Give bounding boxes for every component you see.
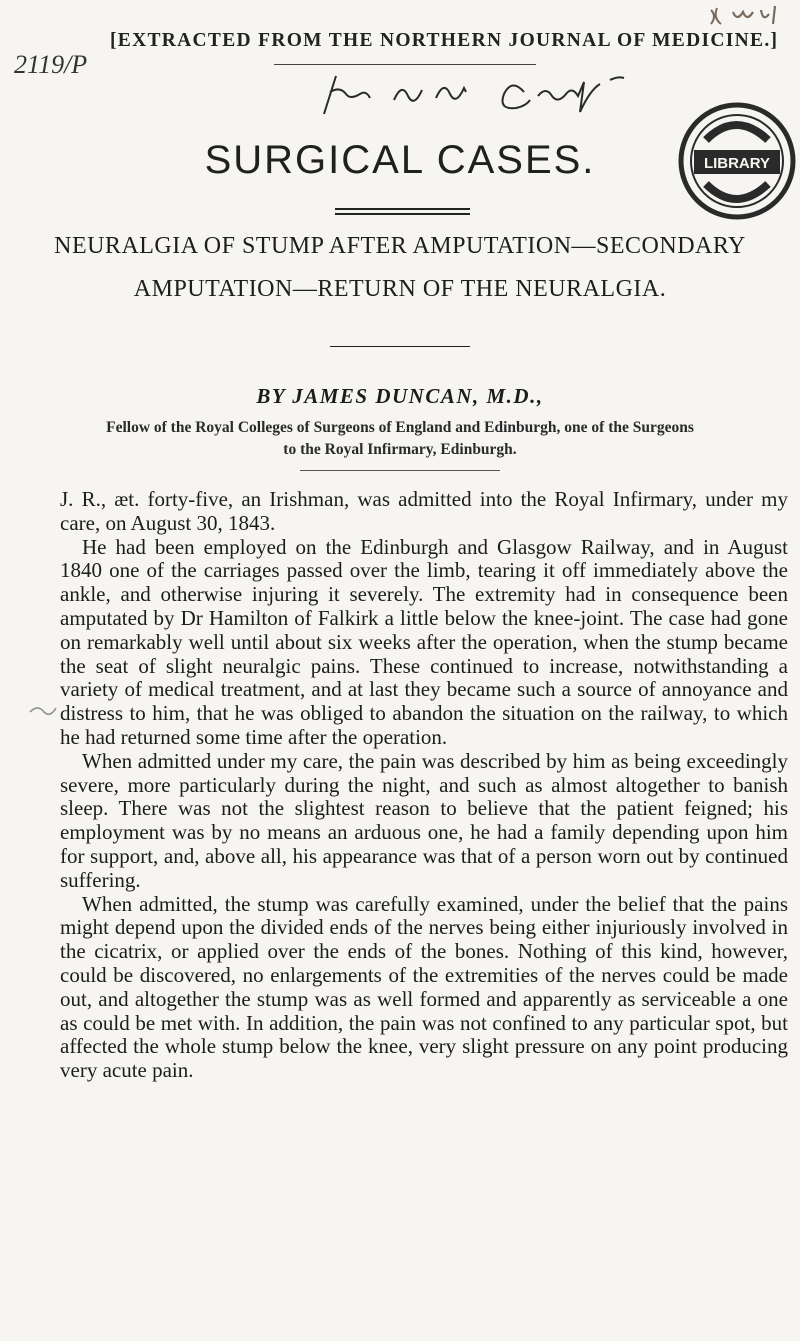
paragraph: When admitted, the stump was carefully examined, under the belief that the pains might depend upon the divided ends of the nerves being either injuriously involved in the cicatrix, or applied over the ends of the bones. Nothing of this kind, however, could be discovered, no enlargements of the extremities of the nerves could be made out, and altogether the stump was as well formed and apparently as serviceable a one as could be met with. In addition, the pain was not confined to any particular spot, but affected the whole stump below the knee, very slight pressure on any point producing very acute pain.: [60, 891, 788, 1083]
library-stamp: [676, 100, 798, 222]
top-rule: [274, 64, 536, 65]
margin-mark: [26, 700, 60, 720]
section-rule: [330, 346, 470, 347]
affiliation-line-1: Fellow of the Royal Colleges of Surgeons of England and Edinburgh, one of the Surgeons: [106, 419, 694, 436]
subtitle-line-2: AMPUTATION—RETURN OF THE NEURALGIA.: [133, 276, 667, 302]
affiliation-line-2: to the Royal Infirmary, Edinburgh.: [283, 441, 517, 458]
author-affiliation: [30, 417, 770, 461]
paragraph: When admitted under my care, the pain was described by him as being exceedingly severe, more particularly during the night, and such as almost altogether to banish sleep. There was not the slightest reason to believe that the patient feigned; his employment was by no means an arduous one, he had a family depending upon him for support, and, above all, his appearance was that of a person worn out by continued suffering.: [60, 748, 788, 892]
handwritten-signature: [310, 70, 710, 118]
svg-text:LIBRARY: LIBRARY: [703, 155, 771, 172]
author-byline: BY JAMES DUNCAN, M.D.,: [256, 384, 544, 408]
extracted-from-notice: [EXTRACTED FROM THE NORTHERN JOURNAL OF MEDICINE.]: [110, 30, 779, 51]
page-title: SURGICAL CASES.: [204, 138, 596, 182]
byline-rule: [300, 470, 500, 471]
title-underline: [335, 208, 470, 218]
top-corner-marks: [705, 2, 785, 30]
article-body: [60, 488, 788, 1083]
paragraph: J. R., æt. forty-five, an Irishman, was admitted into the Royal Infirmary, under my care, on August 30, 1843.: [60, 487, 788, 535]
manuscript-number: 2119/P: [14, 50, 88, 79]
paragraph: He had been employed on the Edinburgh and Glasgow Railway, and in August 1840 one of the carriages passed over the limb, tearing it off immediately above the ankle, and otherwise injuring it severely. The extremity had in consequence been amputated by Dr Hamilton of Falkirk a little below the knee-joint. The case had gone on remarkably well until about six weeks after the operation, when the stump became the seat of slight neuralgic pains. These continued to increase, notwithstanding a variety of medical treatment, and at last they became such a source of annoyance and distress to him, that he was obliged to abandon the situation on the railway, to which he had returned some time after the operation.: [60, 534, 788, 749]
subtitle-line-1: NEURALGIA OF STUMP AFTER AMPUTATION—SECONDARY: [54, 233, 746, 259]
